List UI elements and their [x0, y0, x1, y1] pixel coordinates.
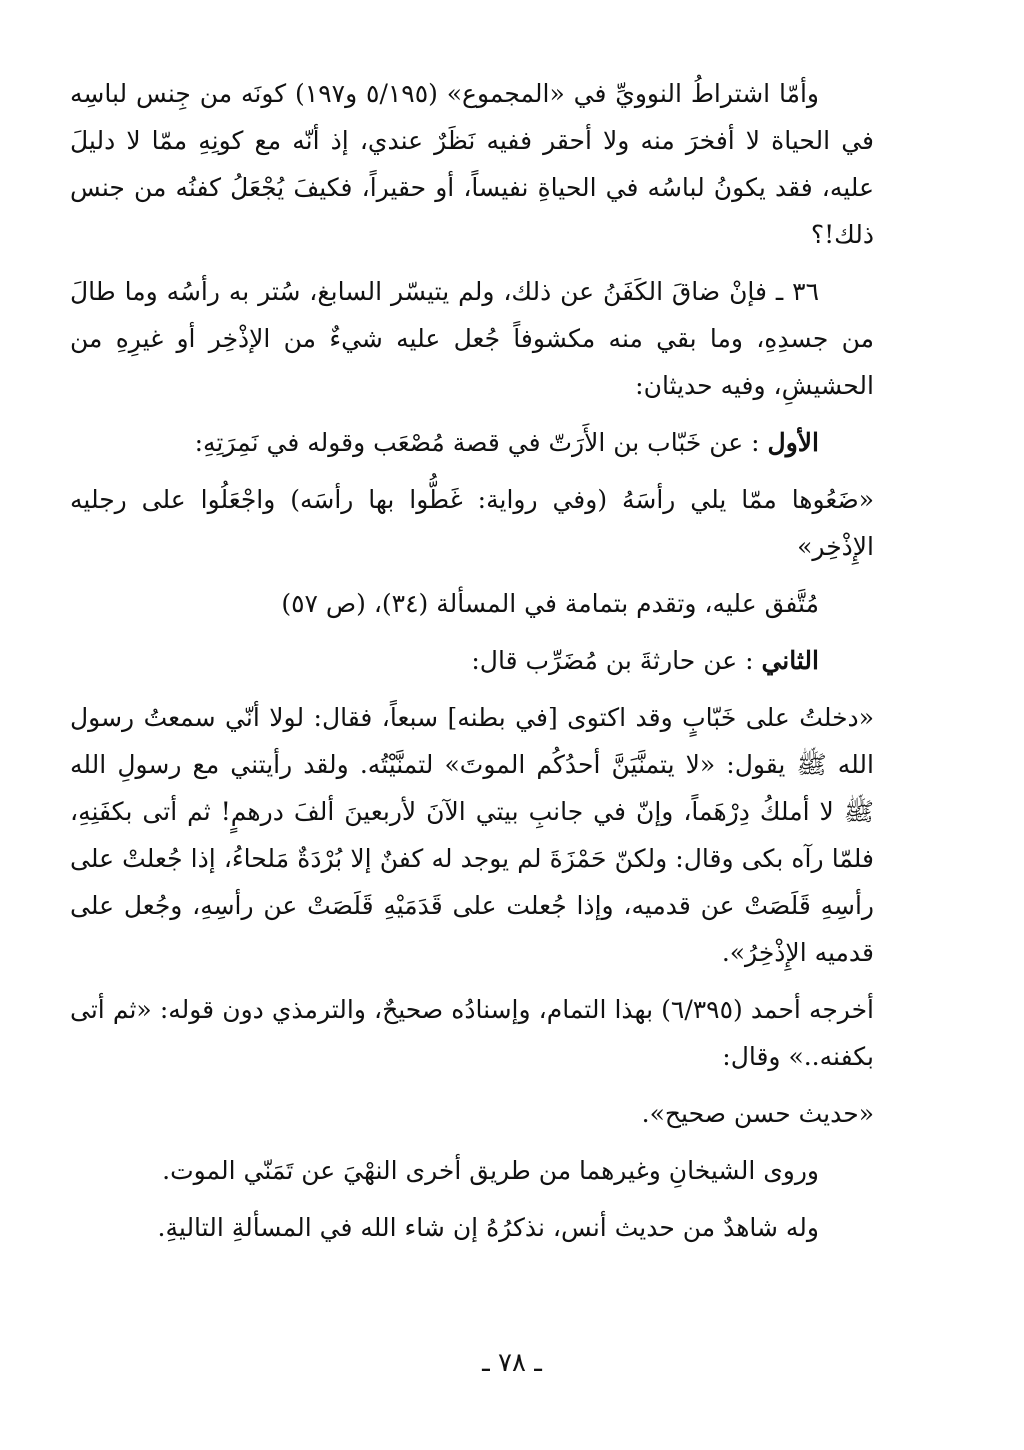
paragraph-text: ٣٦ ـ فإنْ ضاقَ الكَفَنُ عن ذلك، ولم يتيسّر السابغ، سُتر به رأسُه وما طالَ من جسدِهِ، وما بقي منه مكشوفاً جُعل عليه شيءٌ من الإذْخِر أو غيرِهِ من الحشيشِ، وفيه حديثان:: [70, 277, 874, 400]
paragraph-second-hadith-quote: [70, 694, 874, 976]
paragraph-text: : عن حارثةَ بن مُضَرِّب قال:: [471, 646, 754, 675]
paragraph-text: أخرجه أحمد (٦/٣٩٥) بهذا التمام، وإسنادُه صحيحٌ، والترمذي دون قوله: «ثم أتى بكفنه..» وقال:: [70, 995, 874, 1071]
page-body: [70, 70, 874, 1390]
paragraph-text: «دخلتُ على خَبّابٍ وقد اكتوى [في بطنه] سبعاً، فقال: لولا أنّي سمعتُ رسول الله ﷺ يقول: «لا يتمنَّيَنَّ أحدُكُم الموتَ» لتمنَّيْتُه. ولقد رأيتني مع رسولِ الله ﷺ لا أملكُ دِرْهَماً، وإنّ في جانبِ بيتي الآنَ لأربعينَ ألفَ درهمٍ! ثم أتى بكفَنِهِ، فلمّا رآه بكى وقال: ولكنّ حَمْزَةَ لم يوجد له كفنٌ إلا بُرْدَةٌ مَلحاءُ، إذا جُعلتْ على رأسِهِ قَلَصَتْ عن قدميه، وإذا جُعلت على قَدَمَيْهِ قَلَصَتْ عن رأسِهِ، وجُعل على قدميه الإِذْخِرُ».: [70, 703, 874, 967]
paragraph-shaykhan: [70, 1147, 874, 1194]
paragraph-label: الثاني: [761, 646, 819, 675]
paragraph-text: وروى الشيخانِ وغيرهما من طريق أخرى النهْيَ عن تَمَنّي الموت.: [162, 1156, 819, 1185]
paragraph-text: : عن خَبّاب بن الأَرَتّ في قصة مُصْعَب وقوله في نَمِرَتِهِ:: [194, 428, 760, 457]
paragraph-label: الأول: [767, 428, 819, 457]
paragraph-issue-36: [70, 268, 874, 409]
paragraph-first-hadith-quote: [70, 476, 874, 570]
paragraph-agreed-upon: [70, 580, 874, 627]
paragraph-witness: [70, 1204, 874, 1251]
paragraph-tirmidhi-grade: [70, 1090, 874, 1137]
paragraph-text: مُتَّفق عليه، وتقدم بتمامة في المسألة (٣٤)، (ص ٥٧): [281, 589, 819, 618]
paragraph-text: «ضَعُوها ممّا يلي رأسَهُ (وفي رواية: غَطُّوا بها رأسَه) واجْعَلُوا على رجليه الإِذْخِر»: [70, 485, 874, 561]
page-number: ـ ٧٨ ـ: [482, 1348, 542, 1378]
paragraph-text: «حديث حسن صحيح».: [641, 1099, 874, 1128]
paragraph-second-hadith: [70, 637, 874, 684]
paragraph-nawawi: [70, 70, 874, 258]
paragraph-first-hadith: [70, 419, 874, 466]
paragraph-text: وله شاهدٌ من حديث أنس، نذكرُهُ إن شاء الله في المسألةِ التاليةِ.: [157, 1213, 819, 1242]
paragraph-ahmad-takhrij: [70, 986, 874, 1080]
paragraph-text: وأمّا اشتراطُ النوويِّ في «المجموع» (٥/١٩٥ و١٩٧) كونَه من جِنس لباسِه في الحياة لا أفخرَ منه ولا أحقر ففيه نَظَرٌ عندي، إذ أنّه مع كونِهِ ممّا لا دليلَ عليه، فقد يكونُ لباسُه في الحياةِ نفيساً، أو حقيراً، فكيفَ يُجْعَلُ كفنُه من جنس ذلك!؟: [70, 79, 874, 249]
